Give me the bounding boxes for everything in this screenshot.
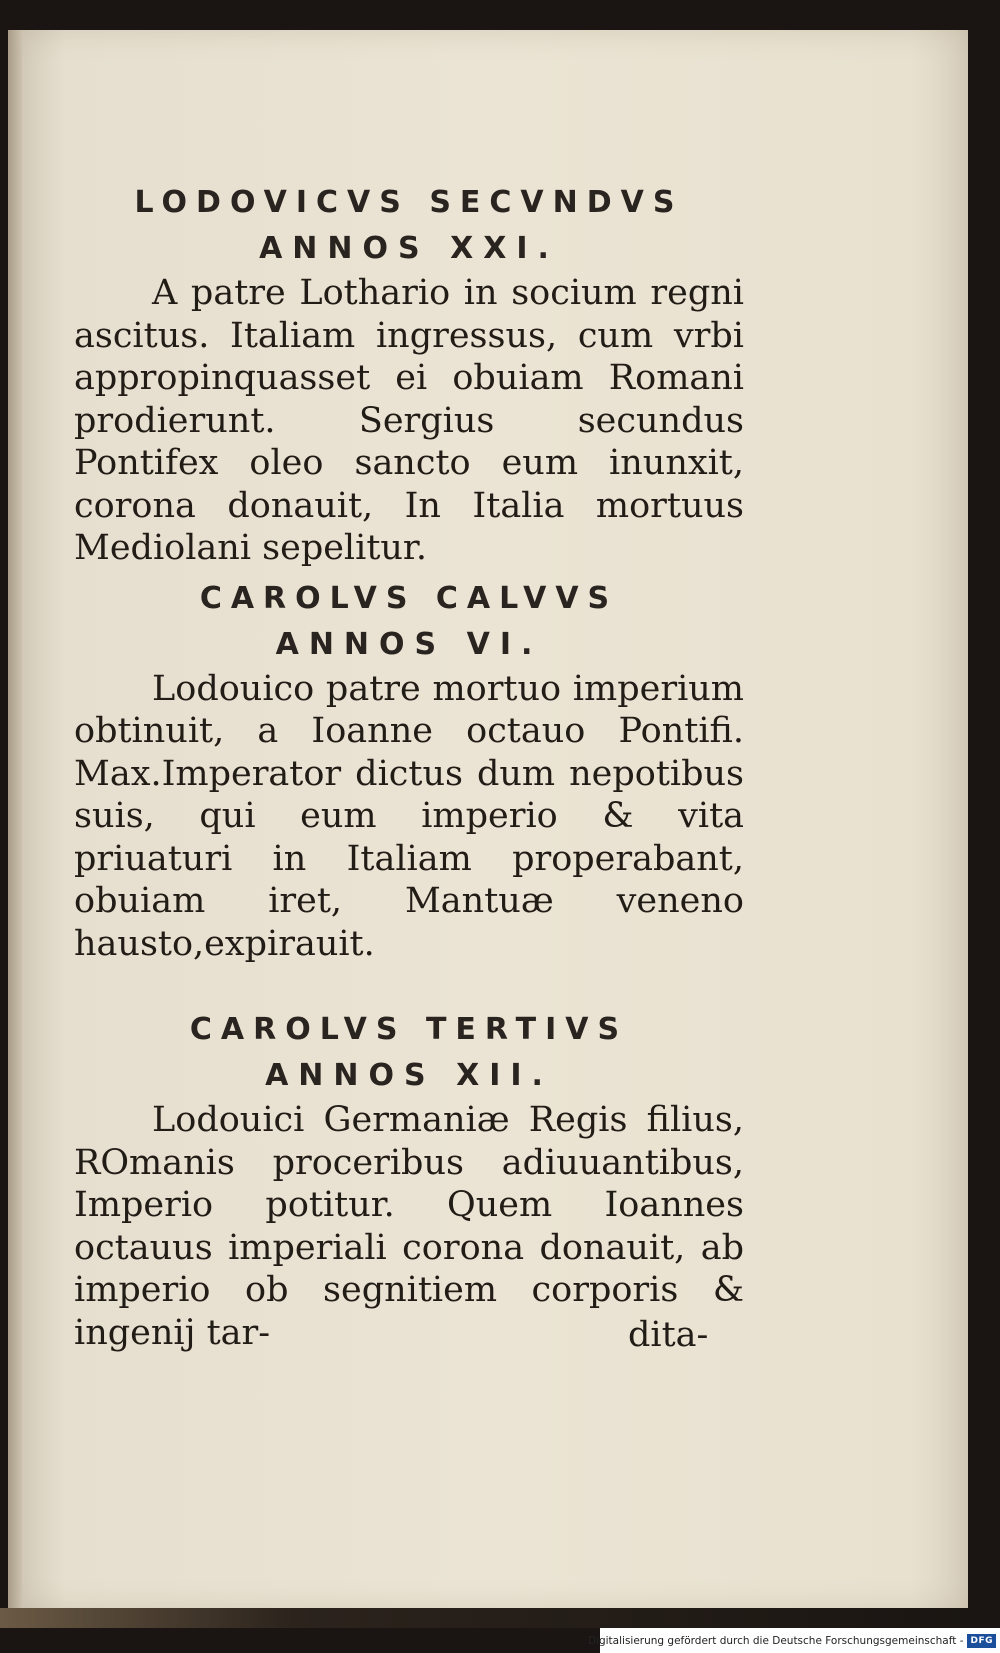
section-heading-1: LODOVICVS SECVNDVS bbox=[134, 185, 684, 220]
section-subheading-3: ANNOS XII. bbox=[265, 1058, 553, 1093]
text-block bbox=[74, 180, 744, 1354]
section-heading-3: CAROLVS TERTIVS bbox=[189, 1012, 629, 1047]
catchword: dita- bbox=[628, 1315, 709, 1355]
footer-text: Digitalisierung gefördert durch die Deutsche Forschungsgemeinschaft - bbox=[587, 1634, 964, 1647]
section-subheading-2: ANNOS VI. bbox=[275, 626, 543, 662]
dfg-logo: DFG bbox=[967, 1634, 996, 1648]
bottom-edge bbox=[0, 1608, 980, 1628]
section-text-2: Lodouico patre mortuo imperium obtinuit, a Ioanne octauo Pontifi. Max.Imperator dictus dum nepotibus suis, qui eum imperio & vita priuaturi in Italiam properabant, obuiam iret, Mantuæ veneno hausto,expirauit. bbox=[74, 668, 744, 964]
page-edge bbox=[8, 30, 22, 1610]
book-page bbox=[8, 30, 968, 1610]
section-text-1: A patre Lothario in socium regni ascitus. Italiam ingressus, cum vrbi appropinquasset ei obuiam Romani prodierunt. Sergius secundus Pontifex oleo sancto eum inunxit, corona donauit, In Italia mortuus Mediolani sepelitur. bbox=[74, 273, 744, 568]
section-text-3: Lodouici Germaniæ Regis filius, ROmanis proceribus adiuuantibus, Imperio potitur. Quem Ioannes octauus imperiali corona donauit, ab imperio ob segnitiem corporis & ingenij tar- bbox=[74, 1100, 744, 1353]
footer-credit bbox=[587, 1628, 1000, 1653]
section-subheading-1: ANNOS XXI. bbox=[259, 231, 559, 266]
section-heading-2: CAROLVS CALVVS bbox=[199, 580, 619, 616]
